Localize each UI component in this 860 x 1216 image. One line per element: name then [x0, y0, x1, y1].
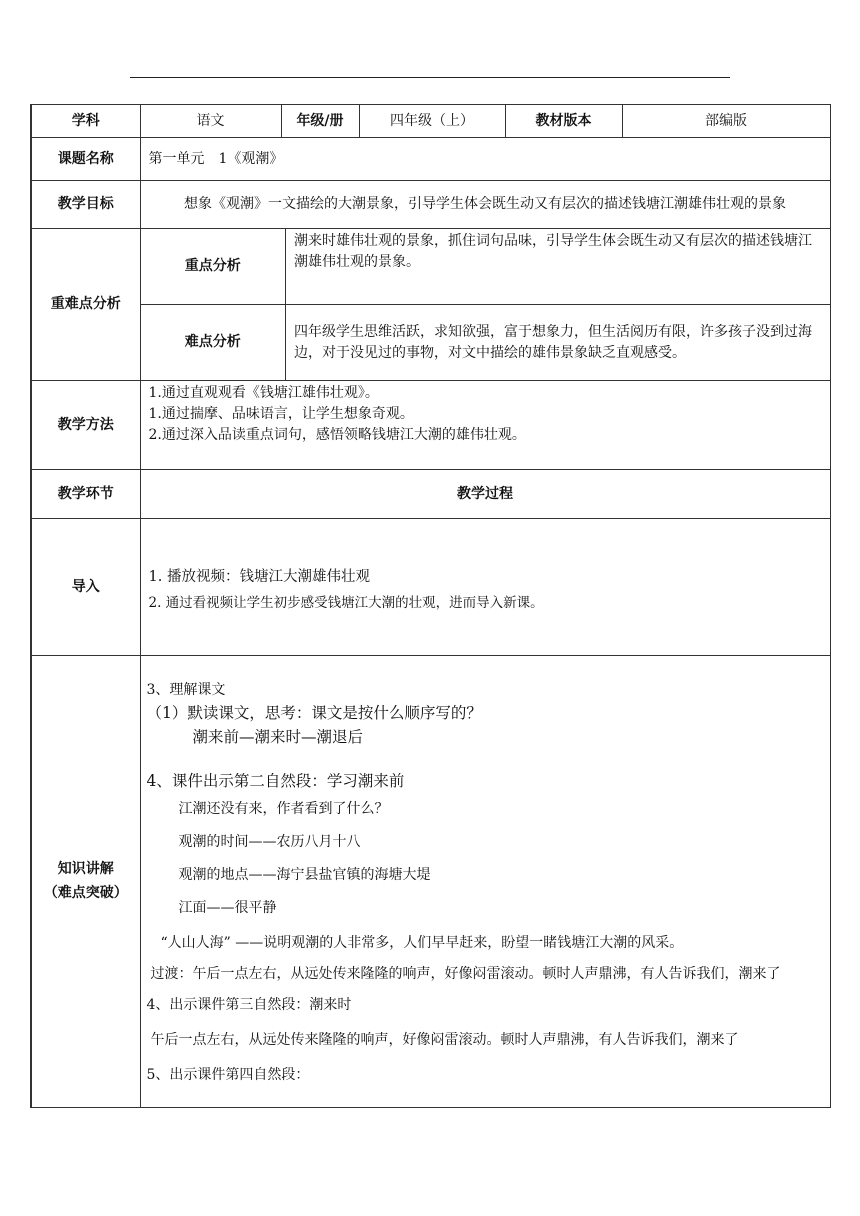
edition-value: 部编版 — [622, 105, 830, 138]
content-line: “人山人海” ——说明观潮的人非常多，人们早早赶来，盼望一睹钱塘江大潮的风采。 — [160, 934, 684, 951]
method-row — [31, 381, 830, 470]
difficult-analysis-text: 四年级学生思维活跃，求知欲强，富于想象力，但生活阅历有限，许多孩子没到过海边，对于没见过的事物，对文中描绘的雄伟景象缺乏直观感受。 — [286, 305, 830, 381]
subject-value: 语文 — [140, 105, 281, 138]
method-item: 1.通过揣摩、品味语言，让学生想象奇观。 — [148, 406, 414, 422]
content-line: 观潮的时间——农历八月十八 — [178, 833, 361, 850]
knowledge-label — [31, 656, 140, 1108]
intro-label: 导入 — [31, 519, 140, 656]
content-line: 观潮的地点——海宁县盐官镇的海塘大堤 — [178, 866, 431, 883]
lesson-plan-table — [30, 104, 831, 1108]
content-line: 4、课件出示第二自然段：学习潮来前 — [146, 771, 405, 790]
method-item: 2.通过深入品读重点词句，感悟领略钱塘江大潮的雄伟壮观。 — [148, 427, 526, 443]
content-line: 4、出示课件第三自然段：潮来时 — [146, 996, 352, 1013]
lesson-name-label: 课题名称 — [31, 138, 140, 181]
grade-value: 四年级（上） — [359, 105, 505, 138]
section-row — [31, 470, 830, 519]
lesson-row — [31, 138, 830, 181]
grade-label: 年级/册 — [281, 105, 359, 138]
process-label: 教学过程 — [140, 470, 830, 519]
content-line: 潮来前—潮来时—潮退后 — [192, 728, 364, 747]
intro-content — [140, 519, 830, 656]
top-rule — [130, 77, 730, 78]
key-analysis-label: 重点分析 — [141, 229, 286, 305]
content-line: 5、出示课件第四自然段： — [146, 1066, 310, 1083]
lesson-name-value: 第一单元 1《观潮》 — [140, 138, 830, 181]
analysis-label: 重难点分析 — [31, 229, 140, 381]
goal-label: 教学目标 — [31, 181, 140, 229]
analysis-cell — [140, 229, 830, 381]
section-label: 教学环节 — [31, 470, 140, 519]
knowledge-label-line: 知识讲解 — [57, 860, 114, 877]
knowledge-row — [31, 656, 830, 1108]
content-line: 江面——很平静 — [178, 899, 277, 916]
content-line: 过渡：午后一点左右，从远处传来隆隆的响声，好像闷雷滚动。顿时人声鼎沸，有人告诉我们，潮来了 — [150, 965, 781, 982]
goal-row — [31, 181, 830, 229]
method-label: 教学方法 — [31, 381, 140, 470]
analysis-row — [31, 229, 830, 381]
method-item: 1.通过直观观看《钱塘江雄伟壮观》。 — [148, 385, 379, 401]
intro-row — [31, 519, 830, 656]
key-analysis-text: 潮来时雄伟壮观的景象，抓住词句品味，引导学生体会既生动又有层次的描述钱塘江潮雄伟壮观的景象。 — [294, 233, 812, 270]
subject-label: 学科 — [31, 105, 140, 138]
content-line: 3、理解课文 — [146, 682, 226, 698]
edition-label: 教材版本 — [505, 105, 622, 138]
knowledge-label-line: （难点突破） — [43, 884, 128, 901]
analysis-subtable — [141, 229, 830, 380]
method-list — [140, 381, 830, 470]
content-line: （1）默读课文，思考：课文是按什么顺序写的？ — [146, 704, 482, 722]
knowledge-content — [140, 656, 830, 1108]
header-row — [31, 105, 830, 138]
intro-line: 1. 播放视频：钱塘江大潮雄伟壮观 — [148, 569, 370, 585]
content-line: 江潮还没有来，作者看到了什么？ — [178, 800, 389, 817]
difficult-analysis-label: 难点分析 — [141, 305, 286, 381]
content-line: 午后一点左右，从远处传来隆隆的响声，好像闷雷滚动。顿时人声鼎沸，有人告诉我们，潮来了 — [150, 1031, 739, 1048]
intro-line: 2. 通过看视频让学生初步感受钱塘江大潮的壮观，进而导入新课。 — [148, 594, 544, 611]
goal-text: 想象《观潮》一文描绘的大潮景象，引导学生体会既生动又有层次的描述钱塘江潮雄伟壮观的景象 — [140, 181, 830, 229]
